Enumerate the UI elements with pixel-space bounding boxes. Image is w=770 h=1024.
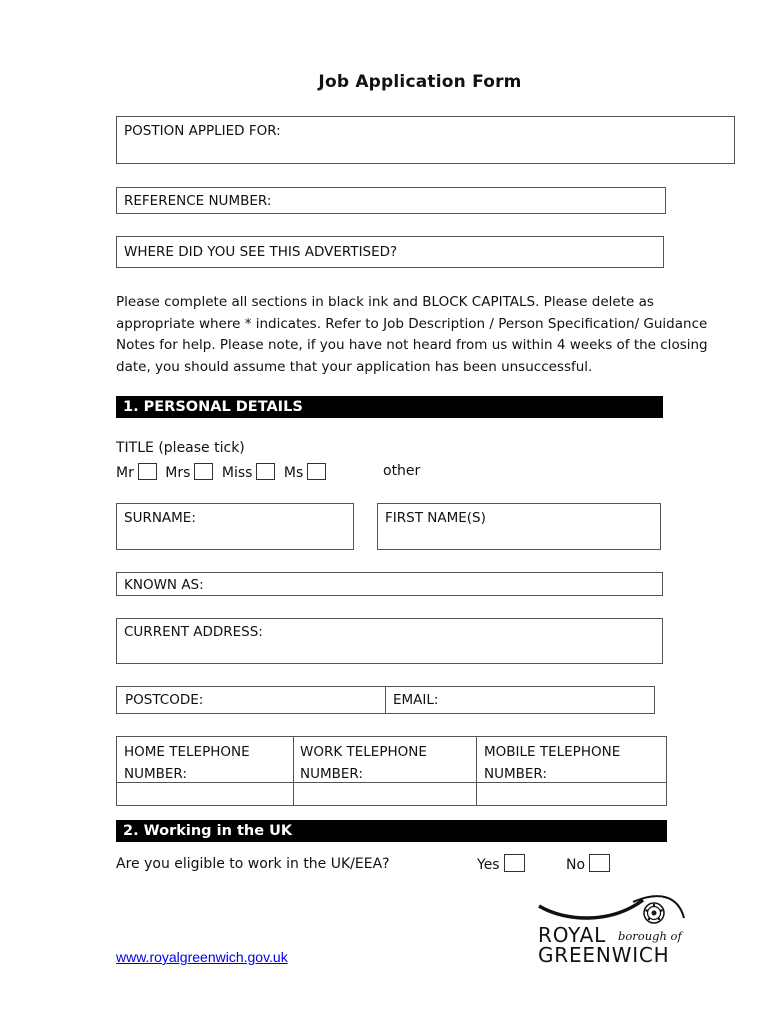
address-field[interactable] bbox=[116, 618, 663, 664]
logo-borough-text: borough of bbox=[618, 929, 682, 943]
title-option-label: Mrs bbox=[165, 465, 191, 481]
website-link[interactable] bbox=[116, 947, 288, 966]
website-link-text[interactable]: www.royalgreenwich.gov.uk bbox=[116, 949, 288, 965]
title-option-label: Mr bbox=[116, 465, 134, 481]
eligibility-no bbox=[566, 854, 614, 873]
advertised-label: WHERE DID YOU SEE THIS ADVERTISED? bbox=[124, 244, 398, 260]
royal-greenwich-logo bbox=[536, 892, 692, 968]
address-label: CURRENT ADDRESS: bbox=[124, 624, 263, 640]
yes-checkbox[interactable] bbox=[504, 854, 525, 872]
known-as-field[interactable] bbox=[116, 572, 663, 596]
section-heading-working: 2. Working in the UK bbox=[116, 820, 667, 842]
no-label: No bbox=[566, 857, 586, 873]
home-telephone-input[interactable] bbox=[116, 782, 294, 806]
work-telephone-label: WORK TELEPHONE NUMBER: bbox=[293, 736, 477, 783]
reference-field[interactable] bbox=[116, 187, 666, 214]
email-label: EMAIL: bbox=[393, 692, 439, 708]
position-field[interactable] bbox=[116, 116, 735, 164]
section-heading-personal: 1. PERSONAL DETAILS bbox=[116, 396, 663, 418]
title-mrs-checkbox[interactable] bbox=[194, 463, 213, 480]
postcode-label: POSTCODE: bbox=[125, 692, 204, 708]
rose-emblem-icon bbox=[644, 903, 664, 923]
title-option-label: Miss bbox=[221, 465, 253, 481]
mobile-telephone-label: MOBILE TELEPHONE NUMBER: bbox=[476, 736, 667, 783]
surname-field[interactable] bbox=[116, 503, 354, 550]
surname-label: SURNAME: bbox=[124, 510, 196, 526]
logo-royal-text: ROYAL bbox=[538, 923, 607, 947]
logo-greenwich-text: GREENWICH bbox=[538, 943, 670, 967]
home-telephone-label: HOME TELEPHONE NUMBER: bbox=[116, 736, 294, 783]
title-ms-checkbox[interactable] bbox=[307, 463, 326, 480]
page-title: Job Application Form bbox=[318, 72, 522, 92]
mobile-telephone-input[interactable] bbox=[476, 782, 667, 806]
title-option-label: Ms bbox=[283, 465, 304, 481]
yes-label: Yes bbox=[477, 857, 500, 873]
title-miss-checkbox[interactable] bbox=[256, 463, 275, 480]
title-options bbox=[116, 463, 330, 481]
title-other-label: other bbox=[383, 463, 421, 479]
position-label: POSTION APPLIED FOR: bbox=[124, 123, 281, 139]
reference-label: REFERENCE NUMBER: bbox=[124, 193, 272, 209]
title-mr-checkbox[interactable] bbox=[138, 463, 157, 480]
telephone-table bbox=[116, 736, 667, 806]
first-name-label: FIRST NAME(S) bbox=[385, 510, 486, 526]
work-telephone-input[interactable] bbox=[293, 782, 477, 806]
email-field[interactable] bbox=[385, 686, 655, 714]
eligibility-yes bbox=[477, 854, 529, 873]
no-checkbox[interactable] bbox=[589, 854, 610, 872]
advertised-field[interactable] bbox=[116, 236, 664, 268]
title-prompt: TITLE (please tick) bbox=[116, 440, 245, 456]
first-name-field[interactable] bbox=[377, 503, 661, 550]
postcode-field[interactable] bbox=[116, 686, 386, 714]
known-as-label: KNOWN AS: bbox=[124, 577, 204, 593]
eligibility-question: Are you eligible to work in the UK/EEA? bbox=[116, 856, 390, 872]
instructions: Please complete all sections in black ink and BLOCK CAPITALS. Please delete as appropriate where * indicates. Refer to Job Description / Person Specification/ Guidance Notes for help. Please note, if you have not heard from us within 4 weeks of the closing date, you should assume that your application has been unsuccessful. bbox=[116, 294, 708, 375]
